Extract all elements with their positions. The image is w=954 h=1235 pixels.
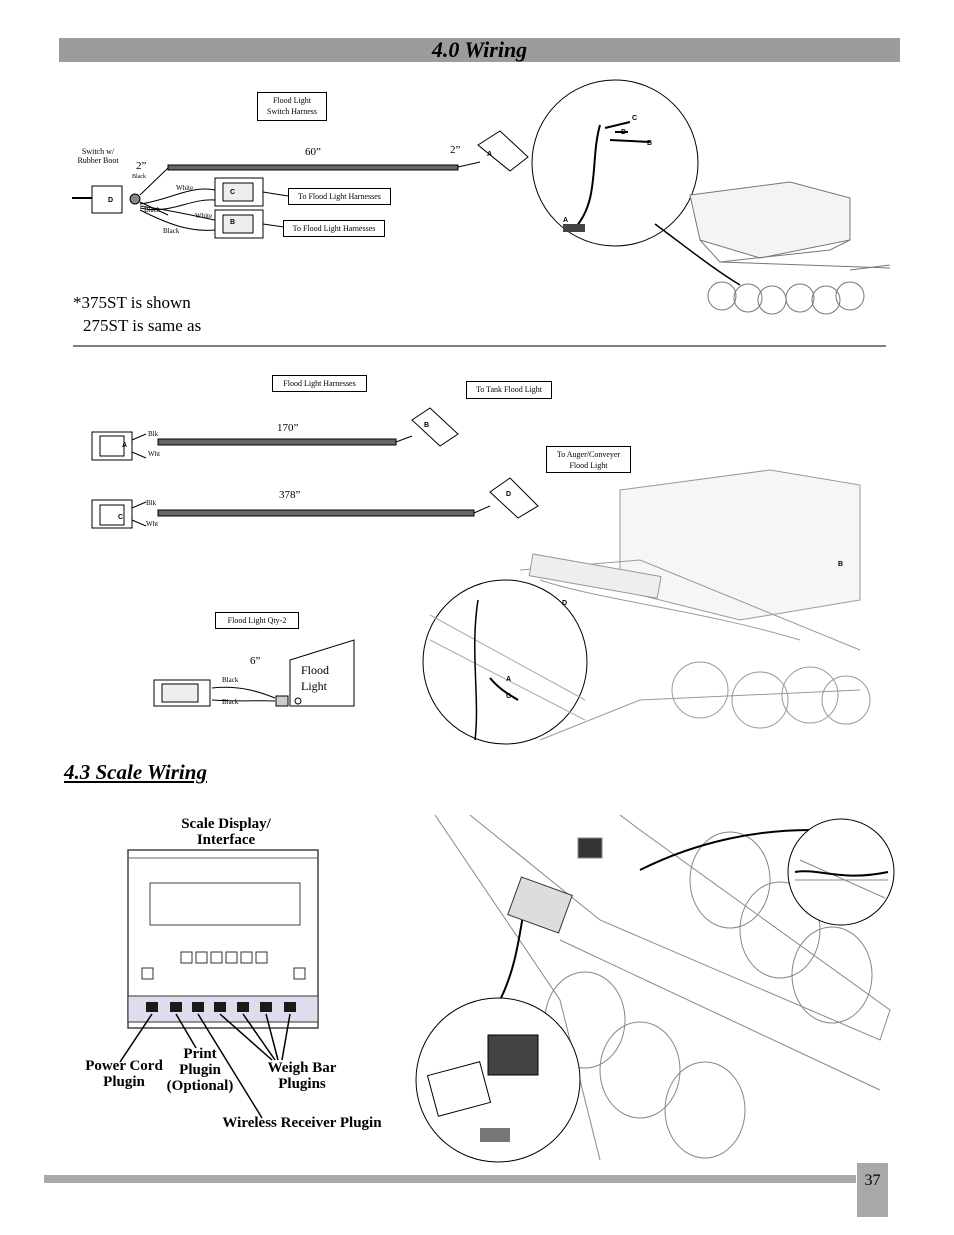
wire-label-black: Black bbox=[132, 174, 146, 180]
inset-detail-circle-1 bbox=[532, 80, 698, 246]
flood-harness-drawing bbox=[92, 408, 538, 528]
length-2-end: 2” bbox=[450, 144, 461, 156]
wire-label-black: Black bbox=[222, 676, 239, 684]
connector-c-label: C bbox=[230, 189, 236, 196]
connector-a-label: A bbox=[122, 442, 128, 449]
length-2-start: 2” bbox=[136, 160, 147, 172]
switch-label: Switch w/ Rubber Boot bbox=[77, 147, 119, 165]
wire-label-white: White bbox=[176, 184, 194, 192]
power-cord-label: Power Cord Plugin bbox=[85, 1058, 163, 1090]
connector-d-label: D bbox=[506, 491, 512, 498]
length-60: 60” bbox=[305, 146, 321, 158]
scale-inset-circle-large bbox=[416, 998, 580, 1162]
scale-inset-circle-small bbox=[788, 819, 894, 925]
to-auger-light-label: To Auger/Conveyer Flood Light bbox=[546, 446, 631, 473]
connector-b-label: B bbox=[230, 219, 236, 226]
wire-label-blk: Blk bbox=[148, 430, 159, 438]
switch-harness-label: Flood Light Switch Harness bbox=[257, 92, 327, 121]
page-number: 37 bbox=[864, 1172, 881, 1189]
grain-cart-drawing-top bbox=[690, 182, 890, 314]
wire-label-wht: Wht bbox=[146, 520, 159, 528]
wire-label-black: Black bbox=[144, 206, 161, 214]
wireless-receiver-label: Wireless Receiver Plugin bbox=[222, 1115, 382, 1131]
scale-display-label: Scale Display/ Interface bbox=[181, 816, 271, 848]
model-note-line2: 275ST is same as bbox=[83, 316, 202, 335]
connector-a-label: A bbox=[487, 151, 493, 158]
print-plugin-label: Print Plugin (Optional) bbox=[166, 1046, 234, 1094]
inset1-label-b: B bbox=[647, 140, 653, 147]
weigh-bar-label: Weigh Bar Plugins bbox=[267, 1060, 337, 1092]
flood-harness-label: Flood Light Harnesses bbox=[272, 375, 367, 392]
inset2-label-c: C bbox=[506, 693, 512, 700]
wire-label-wht: Wht bbox=[148, 450, 161, 458]
section-title: 4.0 Wiring bbox=[431, 37, 528, 62]
length-378: 378” bbox=[279, 489, 301, 501]
inset1-label-a: A bbox=[563, 217, 569, 224]
page-number-box bbox=[857, 1163, 888, 1217]
to-flood-harness-label: To Flood Light Harnesses bbox=[283, 220, 385, 237]
wire-label-blk: Blk bbox=[146, 499, 157, 507]
flood-light-qty-label: Flood Light Qty-2 bbox=[215, 612, 299, 629]
footer-bar bbox=[44, 1175, 856, 1183]
scale-section-title: 4.3 Scale Wiring bbox=[64, 760, 207, 784]
to-tank-light-label: To Tank Flood Light bbox=[466, 381, 552, 399]
length-170: 170” bbox=[277, 422, 299, 434]
wire-label-white: White bbox=[195, 212, 213, 220]
inset2-label-d: D bbox=[562, 600, 568, 607]
connector-c-label: C bbox=[118, 514, 124, 521]
wire-label-black: Black bbox=[163, 227, 180, 235]
inset1-label-d: D bbox=[621, 129, 627, 136]
model-note-line1: *375ST is shown bbox=[73, 293, 191, 312]
connector-d-label: D bbox=[108, 197, 114, 204]
connector-b-label: B bbox=[424, 422, 430, 429]
wire-label-black: Black bbox=[222, 698, 239, 706]
inset2-label-b: B bbox=[838, 561, 844, 568]
to-flood-harness-label: To Flood Light Harnesses bbox=[288, 188, 391, 205]
inset1-label-c: C bbox=[632, 115, 638, 122]
length-6: 6” bbox=[250, 655, 261, 667]
inset2-label-a: A bbox=[506, 676, 512, 683]
flood-light-lamp-label: Flood Light bbox=[301, 663, 330, 693]
